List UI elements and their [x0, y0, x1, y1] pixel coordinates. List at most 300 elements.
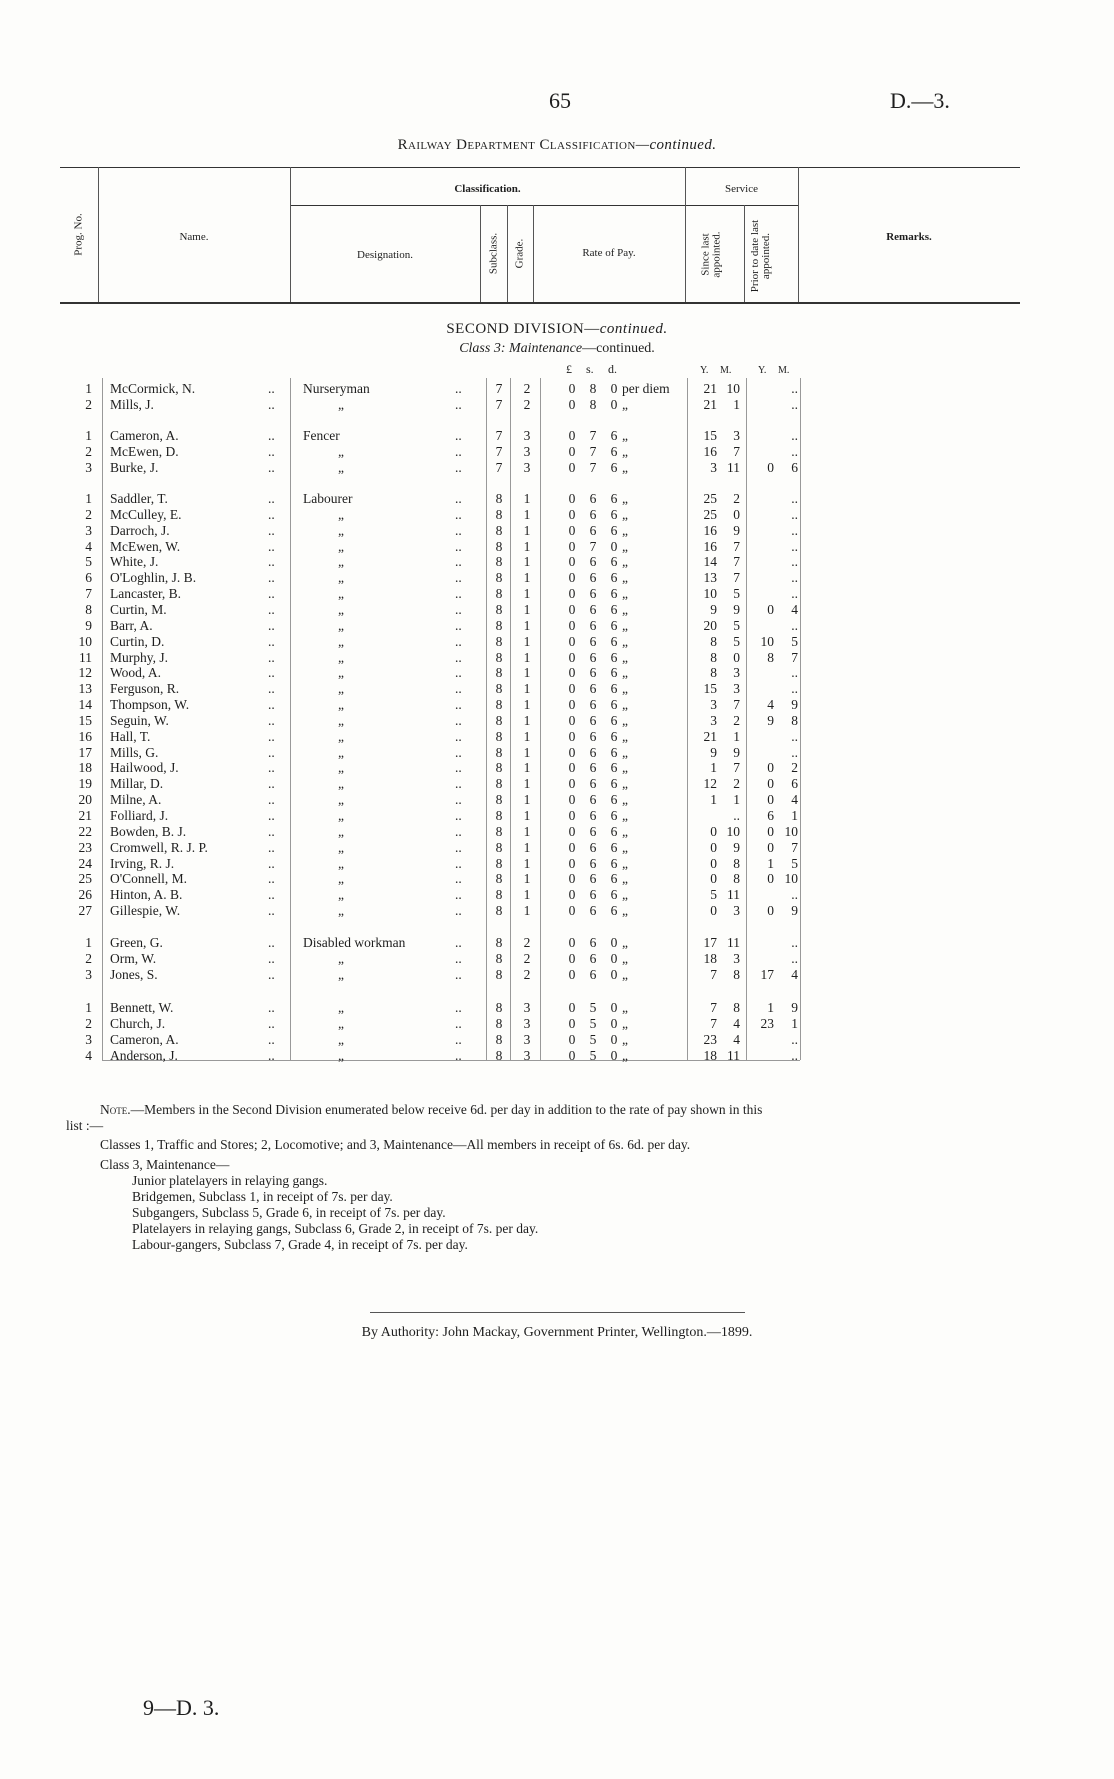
prior-months-cell: ..: [791, 681, 798, 697]
subclass-cell: 8: [495, 823, 503, 839]
prog-no-cell: 19: [78, 776, 92, 792]
since-years-cell: 10: [703, 586, 717, 602]
footer-rule: [370, 1312, 745, 1313]
unit-months-since: M.: [720, 365, 732, 376]
table-row: [0, 381, 1114, 397]
prog-no-cell: 11: [79, 649, 92, 665]
pay-shillings-cell: 6: [589, 665, 597, 681]
pay-pence-cell: 6: [610, 887, 618, 903]
pay-pence-cell: 6: [610, 665, 618, 681]
leader-dots: ..: [455, 617, 462, 633]
pay-pounds-cell: 0: [568, 570, 576, 586]
since-months-cell: 3: [733, 428, 740, 443]
pay-pence-cell: 0: [610, 1047, 618, 1063]
prog-no-cell: 2: [85, 396, 92, 412]
unit-years-prior: Y.: [758, 365, 767, 376]
name-cell: Bennett, W.: [110, 1000, 174, 1015]
leader-dots: ..: [268, 617, 275, 633]
pay-shillings-cell: 5: [589, 1015, 597, 1031]
pay-pounds-cell: 0: [568, 1047, 576, 1063]
subclass-cell: 7: [495, 459, 503, 475]
name-cell: Curtin, D.: [110, 633, 165, 649]
leader-dots: ..: [268, 950, 275, 966]
designation-cell: „: [338, 570, 344, 586]
grade-cell: 1: [523, 570, 531, 586]
since-years-cell: 15: [703, 428, 717, 443]
since-months-cell: 0: [733, 506, 740, 522]
prior-months-cell: 5: [791, 855, 798, 871]
table-row: [0, 697, 1114, 713]
leader-dots: ..: [268, 491, 275, 506]
pay-pence-cell: 6: [610, 728, 618, 744]
subclass-cell: 8: [495, 665, 503, 681]
leader-dots: ..: [268, 1015, 275, 1031]
pay-period-cell: „: [622, 1047, 628, 1063]
pay-pence-cell: 6: [610, 617, 618, 633]
since-months-cell: 10: [726, 823, 740, 839]
pay-pence-cell: 0: [610, 966, 618, 982]
prog-no-cell: 16: [78, 728, 92, 744]
name-cell: Milne, A.: [110, 792, 162, 808]
document-code: D.—3.: [890, 88, 950, 113]
pay-pence-cell: 6: [610, 697, 618, 713]
prior-months-cell: ..: [791, 950, 798, 966]
pay-shillings-cell: 6: [589, 601, 597, 617]
prior-years-cell: 10: [760, 633, 774, 649]
table-row: [0, 840, 1114, 856]
designation-cell: „: [338, 887, 344, 903]
pay-pence-cell: 6: [610, 506, 618, 522]
subclass-cell: 8: [495, 903, 503, 919]
designation-cell: „: [338, 760, 344, 776]
since-years-cell: 3: [710, 712, 717, 728]
prior-years-cell: 0: [767, 823, 774, 839]
since-months-cell: 7: [733, 538, 740, 554]
prog-no-cell: 27: [78, 903, 92, 919]
leader-dots: ..: [455, 633, 462, 649]
since-years-cell: 7: [710, 1000, 717, 1015]
note-paragraph: [100, 1102, 762, 1118]
subclass-cell: 8: [495, 776, 503, 792]
since-years-cell: 0: [710, 823, 717, 839]
prior-months-cell: 4: [791, 601, 798, 617]
since-months-cell: 0: [733, 649, 740, 665]
pay-period-cell: „: [622, 586, 628, 602]
col-divider: [744, 205, 745, 302]
pay-shillings-cell: 7: [589, 459, 597, 475]
pay-pence-cell: 6: [610, 712, 618, 728]
name-cell: Orm, W.: [110, 950, 157, 966]
grade-cell: 1: [523, 554, 531, 570]
name-cell: Murphy, J.: [110, 649, 169, 665]
leader-dots: ..: [268, 871, 275, 887]
since-months-cell: 11: [727, 935, 740, 950]
table-row: [0, 745, 1114, 761]
pay-pounds-cell: 0: [568, 903, 576, 919]
pay-period-cell: „: [622, 823, 628, 839]
since-years-cell: 3: [710, 459, 717, 475]
since-months-cell: 3: [733, 681, 740, 697]
leader-dots: ..: [268, 633, 275, 649]
since-years-cell: 18: [703, 1047, 717, 1063]
subclass-cell: 8: [495, 649, 503, 665]
since-months-cell: 11: [727, 459, 740, 475]
class-title-text: Class 3: Maintenance: [459, 341, 583, 356]
pay-pence-cell: 0: [610, 1031, 618, 1047]
pay-shillings-cell: 6: [589, 522, 597, 538]
designation-cell: „: [338, 586, 344, 602]
leader-dots: ..: [268, 935, 275, 950]
leader-dots: ..: [268, 570, 275, 586]
designation-cell: „: [338, 1031, 344, 1047]
since-months-cell: 8: [733, 855, 740, 871]
pay-shillings-cell: 6: [589, 649, 597, 665]
leader-dots: ..: [268, 522, 275, 538]
pay-period-cell: „: [622, 396, 628, 412]
subclass-cell: 8: [495, 697, 503, 713]
header-top-rule: [60, 167, 1020, 168]
table-row: [0, 903, 1114, 919]
since-months-cell: 9: [733, 839, 740, 855]
table-row: [0, 491, 1114, 507]
note-item: Junior platelayers in relaying gangs.: [132, 1173, 328, 1188]
prog-no-cell: 18: [78, 760, 92, 776]
table-row: [0, 871, 1114, 887]
prog-no-cell: 1: [85, 381, 92, 396]
table-row: [0, 935, 1114, 951]
leader-dots: ..: [455, 459, 462, 475]
prior-months-cell: ..: [791, 617, 798, 633]
leader-dots: ..: [455, 966, 462, 982]
name-cell: Folliard, J.: [110, 808, 169, 823]
leader-dots: ..: [268, 903, 275, 919]
pay-pounds-cell: 0: [568, 443, 576, 459]
subclass-cell: 8: [495, 792, 503, 808]
pay-period-cell: „: [622, 728, 628, 744]
subclass-cell: 8: [495, 855, 503, 871]
grade-cell: 1: [523, 744, 531, 760]
designation-cell: „: [338, 396, 344, 412]
name-cell: Cameron, A.: [110, 1031, 179, 1047]
prior-months-cell: ..: [791, 665, 798, 681]
header-grade: Grade.: [513, 238, 526, 269]
pay-shillings-cell: 6: [589, 491, 597, 506]
header-prog-no: Prog. No.: [72, 213, 85, 256]
pay-shillings-cell: 6: [589, 776, 597, 792]
designation-cell: „: [338, 506, 344, 522]
subclass-cell: 8: [495, 506, 503, 522]
pay-pence-cell: 6: [610, 681, 618, 697]
leader-dots: ..: [268, 396, 275, 412]
since-years-cell: 1: [710, 792, 717, 808]
since-years-cell: 15: [703, 681, 717, 697]
pay-pence-cell: 0: [610, 1000, 618, 1015]
since-months-cell: 7: [733, 760, 740, 776]
prior-months-cell: ..: [791, 428, 798, 443]
subclass-cell: 8: [495, 808, 503, 823]
grade-cell: 1: [523, 887, 531, 903]
designation-cell: „: [338, 443, 344, 459]
prog-no-cell: 3: [85, 522, 92, 538]
leader-dots: ..: [268, 506, 275, 522]
pay-pounds-cell: 0: [568, 712, 576, 728]
pay-period-cell: „: [622, 459, 628, 475]
pay-period-cell: „: [622, 570, 628, 586]
pay-shillings-cell: 6: [589, 712, 597, 728]
leader-dots: ..: [455, 744, 462, 760]
grade-cell: 2: [523, 966, 531, 982]
sheet-signature: 9—D. 3.: [143, 1695, 220, 1720]
since-years-cell: 0: [710, 871, 717, 887]
table-row: [0, 776, 1114, 792]
name-cell: Green, G.: [110, 935, 163, 950]
pay-pounds-cell: 0: [568, 966, 576, 982]
subclass-cell: 8: [495, 633, 503, 649]
leader-dots: ..: [455, 554, 462, 570]
since-years-cell: 25: [703, 491, 717, 506]
name-cell: Thompson, W.: [110, 697, 190, 713]
running-title-text: Railway Department Classification: [397, 137, 636, 153]
pay-shillings-cell: 7: [589, 443, 597, 459]
division-title: [0, 321, 1114, 338]
name-cell: Bowden, B. J.: [110, 823, 187, 839]
subclass-cell: 8: [495, 966, 503, 982]
prog-no-cell: 15: [78, 712, 92, 728]
prior-months-cell: ..: [791, 1047, 798, 1063]
designation-cell: Disabled workman: [303, 935, 406, 950]
name-cell: Darroch, J.: [110, 522, 170, 538]
classification-underline: [290, 205, 685, 206]
prior-months-cell: 9: [791, 697, 798, 713]
pay-period-cell: „: [622, 506, 628, 522]
prior-months-cell: 7: [791, 649, 798, 665]
leader-dots: ..: [268, 792, 275, 808]
pay-pounds-cell: 0: [568, 459, 576, 475]
designation-cell: „: [338, 1047, 344, 1063]
service-underline: [685, 205, 798, 206]
pay-period-cell: „: [622, 601, 628, 617]
since-years-cell: 25: [703, 506, 717, 522]
pay-shillings-cell: 6: [589, 966, 597, 982]
grade-cell: 3: [523, 1000, 531, 1015]
pay-period-cell: „: [622, 649, 628, 665]
leader-dots: ..: [455, 1047, 462, 1063]
pay-pounds-cell: 0: [568, 855, 576, 871]
pay-period-cell: „: [622, 855, 628, 871]
page-number: 65: [549, 88, 571, 113]
pay-pounds-cell: 0: [568, 760, 576, 776]
prog-no-cell: 10: [78, 633, 92, 649]
since-years-cell: 1: [710, 760, 717, 776]
table-row: [0, 554, 1114, 570]
table-row: [0, 665, 1114, 681]
grade-cell: 3: [523, 1015, 531, 1031]
designation-cell: „: [338, 728, 344, 744]
subclass-cell: 8: [495, 1015, 503, 1031]
leader-dots: ..: [455, 950, 462, 966]
since-months-cell: 3: [733, 665, 740, 681]
since-months-cell: 7: [733, 570, 740, 586]
prog-no-cell: 4: [85, 538, 92, 554]
name-cell: Cromwell, R. J. P.: [110, 839, 208, 855]
subclass-cell: 8: [495, 554, 503, 570]
since-months-cell: 8: [733, 966, 740, 982]
leader-dots: ..: [455, 381, 462, 396]
since-years-cell: 16: [703, 443, 717, 459]
pay-period-cell: „: [622, 950, 628, 966]
pay-pence-cell: 0: [610, 381, 618, 396]
pay-shillings-cell: 6: [589, 871, 597, 887]
designation-cell: „: [338, 855, 344, 871]
pay-period-cell: „: [622, 617, 628, 633]
pay-shillings-cell: 6: [589, 935, 597, 950]
table-row: [0, 602, 1114, 618]
prior-months-cell: ..: [791, 935, 798, 950]
leader-dots: ..: [455, 823, 462, 839]
leader-dots: ..: [268, 665, 275, 681]
pay-shillings-cell: 6: [589, 586, 597, 602]
leader-dots: ..: [455, 1015, 462, 1031]
leader-dots: ..: [268, 1000, 275, 1015]
pay-pounds-cell: 0: [568, 744, 576, 760]
prior-months-cell: ..: [791, 586, 798, 602]
prior-months-cell: 10: [784, 871, 798, 887]
prior-years-cell: 1: [767, 855, 774, 871]
since-months-cell: 1: [733, 792, 740, 808]
division-title-text: SECOND DIVISION—: [446, 321, 600, 337]
pay-pounds-cell: 0: [568, 586, 576, 602]
table-row: [0, 808, 1114, 824]
leader-dots: ..: [455, 665, 462, 681]
pay-period-cell: per diem: [622, 381, 670, 396]
prior-years-cell: 0: [767, 792, 774, 808]
prog-no-cell: 2: [85, 1015, 92, 1031]
designation-cell: „: [338, 601, 344, 617]
prior-months-cell: 6: [791, 776, 798, 792]
pay-shillings-cell: 6: [589, 617, 597, 633]
pay-period-cell: „: [622, 554, 628, 570]
pay-pence-cell: 6: [610, 744, 618, 760]
leader-dots: ..: [455, 903, 462, 919]
prior-years-cell: 6: [767, 808, 774, 823]
table-row: [0, 634, 1114, 650]
leader-dots: ..: [268, 855, 275, 871]
prior-years-cell: 0: [767, 459, 774, 475]
designation-cell: Nurseryman: [303, 381, 370, 396]
prog-no-cell: 17: [78, 744, 92, 760]
prior-years-cell: 8: [767, 649, 774, 665]
prior-months-cell: ..: [791, 443, 798, 459]
pay-pence-cell: 6: [610, 903, 618, 919]
since-months-cell: 2: [733, 712, 740, 728]
division-title-continued: continued.: [599, 321, 668, 337]
pay-period-cell: „: [622, 792, 628, 808]
name-cell: Saddler, T.: [110, 491, 168, 506]
grade-cell: 3: [523, 459, 531, 475]
table-row: [0, 729, 1114, 745]
pay-period-cell: „: [622, 665, 628, 681]
note-classes-line: Classes 1, Traffic and Stores; 2, Locomotive; and 3, Maintenance—All members in receipt of 6s. 6d. per day.: [100, 1137, 691, 1152]
pay-pence-cell: 0: [610, 538, 618, 554]
designation-cell: „: [338, 697, 344, 713]
since-months-cell: 11: [727, 1047, 740, 1063]
designation-cell: „: [338, 1015, 344, 1031]
pay-shillings-cell: 8: [589, 396, 597, 412]
subclass-cell: 8: [495, 601, 503, 617]
pay-pence-cell: 0: [610, 1015, 618, 1031]
prog-no-cell: 23: [78, 839, 92, 855]
table-row: [0, 444, 1114, 460]
name-cell: Curtin, M.: [110, 601, 167, 617]
pay-period-cell: „: [622, 935, 628, 950]
prior-months-cell: ..: [791, 554, 798, 570]
since-months-cell: 2: [733, 491, 740, 506]
grade-cell: 1: [523, 681, 531, 697]
leader-dots: ..: [455, 538, 462, 554]
subclass-cell: 8: [495, 1031, 503, 1047]
designation-cell: „: [338, 712, 344, 728]
leader-dots: ..: [268, 443, 275, 459]
subclass-cell: 8: [495, 950, 503, 966]
pay-pounds-cell: 0: [568, 792, 576, 808]
note-item: Bridgemen, Subclass 1, in receipt of 7s. per day.: [132, 1189, 393, 1204]
since-years-cell: 8: [710, 649, 717, 665]
subclass-cell: 8: [495, 1000, 503, 1015]
subclass-cell: 8: [495, 1047, 503, 1063]
grade-cell: 1: [523, 697, 531, 713]
pay-pence-cell: 6: [610, 633, 618, 649]
designation-cell: „: [338, 839, 344, 855]
printer-authority: By Authority: John Mackay, Government Printer, Wellington.—1899.: [361, 1325, 753, 1340]
pay-pence-cell: 6: [610, 649, 618, 665]
pay-period-cell: „: [622, 887, 628, 903]
pay-shillings-cell: 6: [589, 823, 597, 839]
pay-pounds-cell: 0: [568, 665, 576, 681]
grade-cell: 1: [523, 871, 531, 887]
pay-pence-cell: 6: [610, 792, 618, 808]
pay-shillings-cell: 5: [589, 1031, 597, 1047]
pay-shillings-cell: 6: [589, 760, 597, 776]
prior-months-cell: 2: [791, 760, 798, 776]
pay-pounds-cell: 0: [568, 522, 576, 538]
since-months-cell: ..: [733, 808, 740, 823]
prog-no-cell: 9: [85, 617, 92, 633]
subclass-cell: 8: [495, 522, 503, 538]
prior-years-cell: 9: [767, 712, 774, 728]
pay-period-cell: „: [622, 839, 628, 855]
leader-dots: ..: [455, 601, 462, 617]
unit-pound: £: [566, 362, 572, 376]
since-months-cell: 3: [733, 903, 740, 919]
pay-period-cell: „: [622, 1015, 628, 1031]
pay-pounds-cell: 0: [568, 506, 576, 522]
prog-no-cell: 2: [85, 950, 92, 966]
name-cell: Millar, D.: [110, 776, 164, 792]
grade-cell: 1: [523, 617, 531, 633]
since-years-cell: 7: [710, 966, 717, 982]
prog-no-cell: 2: [85, 443, 92, 459]
name-cell: Gillespie, W.: [110, 903, 181, 919]
since-months-cell: 4: [733, 1031, 740, 1047]
leader-dots: ..: [268, 1047, 275, 1063]
pay-pence-cell: 0: [610, 935, 618, 950]
prog-no-cell: 7: [85, 586, 92, 602]
prog-no-cell: 14: [78, 697, 92, 713]
pay-period-cell: „: [622, 443, 628, 459]
grade-cell: 1: [523, 491, 531, 506]
name-cell: White, J.: [110, 554, 159, 570]
prior-months-cell: 1: [791, 808, 798, 823]
